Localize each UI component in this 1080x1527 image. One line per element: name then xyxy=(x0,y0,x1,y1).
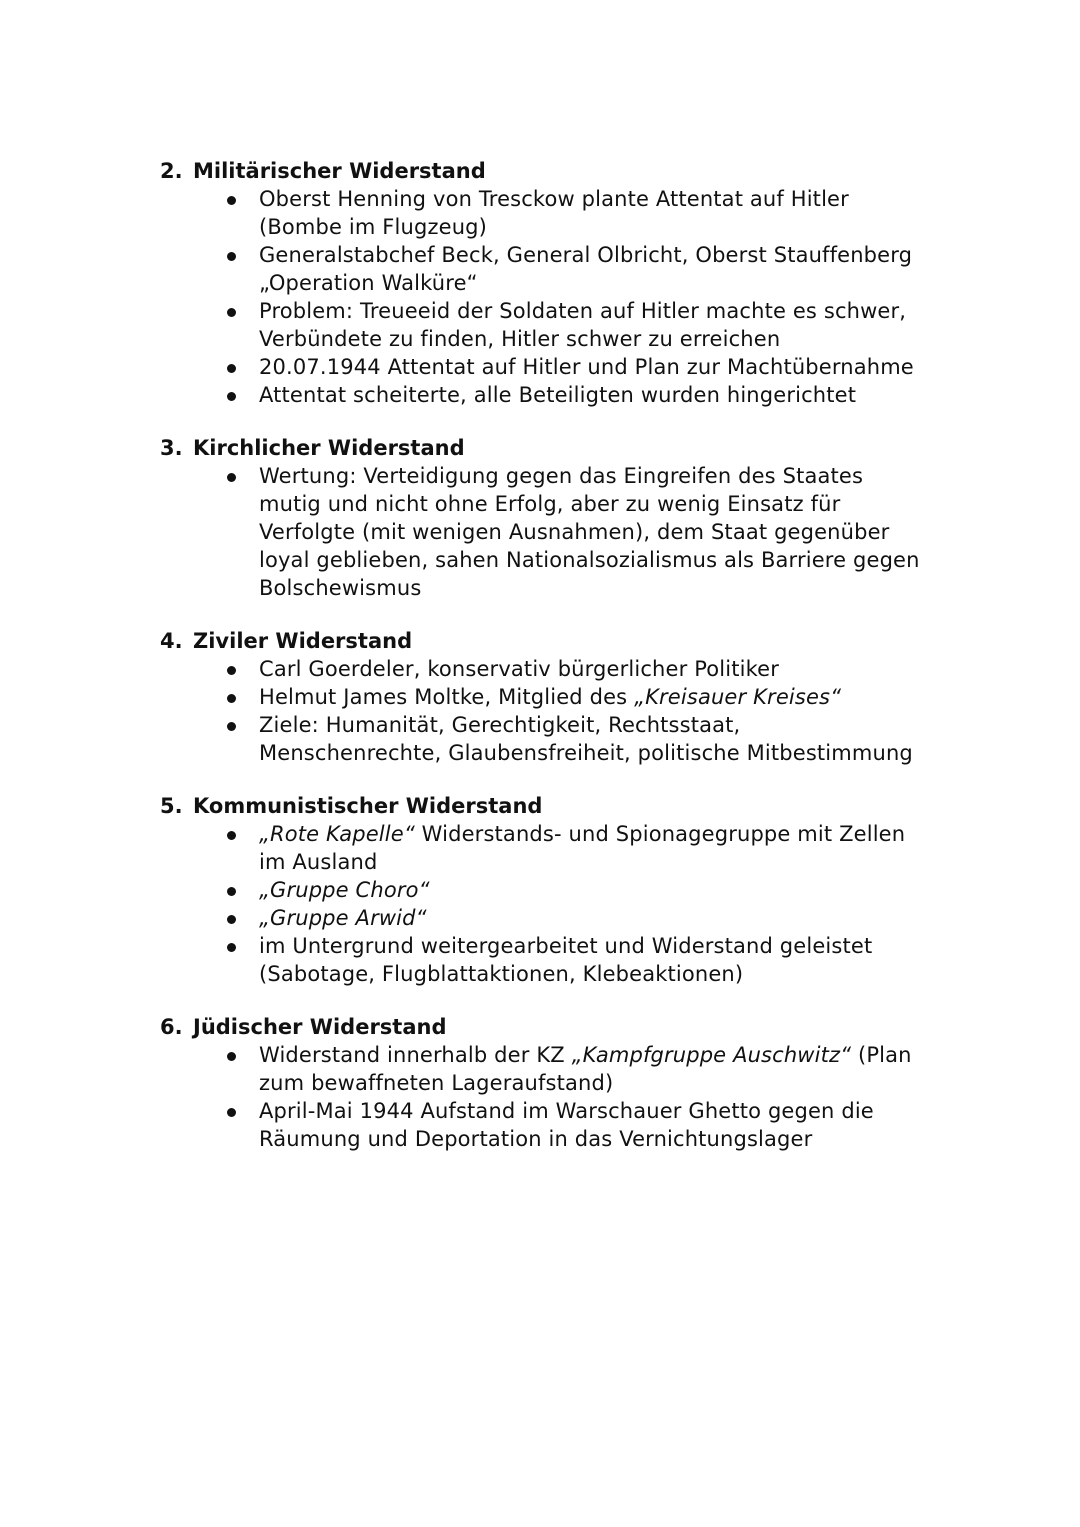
bullet-item xyxy=(0,820,929,876)
bullet-icon xyxy=(227,196,236,205)
italic-text: „Gruppe Choro“ xyxy=(259,878,430,902)
section-heading xyxy=(0,1013,1080,1041)
item-text: Ziele: Humanität, Gerechtigkeit, Rechtsstaat, Menschenrechte, Glaubensfreiheit, politische Mitbestimmung xyxy=(259,713,913,765)
section-number: 5. xyxy=(160,794,183,818)
bullet-item xyxy=(0,711,929,767)
bullet-list xyxy=(0,655,1080,767)
bullet-icon xyxy=(227,694,236,703)
bullet-item xyxy=(0,683,929,711)
bullet-icon xyxy=(227,943,236,952)
bullet-item xyxy=(0,876,929,904)
bullet-icon xyxy=(227,1052,236,1061)
section-title: Militärischer Widerstand xyxy=(193,159,486,183)
bullet-item xyxy=(0,1041,929,1097)
section-heading xyxy=(0,434,1080,462)
bullet-icon xyxy=(227,666,236,675)
item-text: Helmut James Moltke, Mitglied des xyxy=(259,685,635,709)
section-number: 4. xyxy=(160,629,183,653)
italic-text: „Kampfgruppe Auschwitz“ xyxy=(571,1043,852,1067)
item-text: Attentat scheiterte, alle Beteiligten wurden hingerichtet xyxy=(259,383,857,407)
italic-text: „Kreisauer Kreises“ xyxy=(634,685,842,709)
item-text: Widerstands- und Spionagegruppe mit Zellen im Ausland xyxy=(259,822,906,874)
bullet-item xyxy=(0,904,929,932)
section-heading xyxy=(0,627,1080,655)
section-heading xyxy=(0,157,1080,185)
section xyxy=(0,792,1080,988)
bullet-icon xyxy=(227,392,236,401)
section xyxy=(0,434,1080,602)
item-text: im Untergrund weitergearbeitet und Widerstand geleistet (Sabotage, Flugblattaktionen, Klebeaktionen) xyxy=(259,934,873,986)
item-text: Widerstand innerhalb der KZ xyxy=(259,1043,572,1067)
bullet-item xyxy=(0,932,929,988)
item-text: April-Mai 1944 Aufstand im Warschauer Ghetto gegen die Räumung und Deportation in das Vernichtungslager xyxy=(259,1099,874,1151)
bullet-item xyxy=(0,655,929,683)
italic-text: „Gruppe Arwid“ xyxy=(259,906,427,930)
item-text: Wertung: Verteidigung gegen das Eingreifen des Staates mutig und nicht ohne Erfolg, aber zu wenig Einsatz für Verfolgte (mit wenigen Ausnahmen), dem Staat gegenüber loyal geblieben, sahen Nationalsozialismus als Barriere gegen Bolschewismus xyxy=(259,464,920,600)
section-title: Kirchlicher Widerstand xyxy=(193,436,465,460)
section-title: Jüdischer Widerstand xyxy=(193,1015,447,1039)
section-number: 2. xyxy=(160,159,183,183)
bullet-list xyxy=(0,1041,1080,1153)
item-text: Carl Goerdeler, konservativ bürgerlicher Politiker xyxy=(259,657,780,681)
bullet-item xyxy=(0,462,929,602)
bullet-item xyxy=(0,1097,929,1153)
bullet-list xyxy=(0,462,1080,602)
bullet-icon xyxy=(227,722,236,731)
bullet-icon xyxy=(227,887,236,896)
section-title: Kommunistischer Widerstand xyxy=(193,794,543,818)
section-number: 3. xyxy=(160,436,183,460)
bullet-item xyxy=(0,353,929,381)
section-heading xyxy=(0,792,1080,820)
bullet-item xyxy=(0,185,929,241)
item-text: Oberst Henning von Tresckow plante Attentat auf Hitler (Bombe im Flugzeug) xyxy=(259,187,849,239)
bullet-list xyxy=(0,185,1080,409)
bullet-icon xyxy=(227,364,236,373)
item-text: 20.07.1944 Attentat auf Hitler und Plan zur Machtübernahme xyxy=(259,355,914,379)
item-text: Generalstabchef Beck, General Olbricht, Oberst Stauffenberg „Operation Walküre“ xyxy=(259,243,913,295)
bullet-icon xyxy=(227,308,236,317)
bullet-icon xyxy=(227,473,236,482)
bullet-item xyxy=(0,241,929,297)
section-number: 6. xyxy=(160,1015,183,1039)
bullet-item xyxy=(0,381,929,409)
bullet-icon xyxy=(227,831,236,840)
italic-text: „Rote Kapelle“ xyxy=(259,822,415,846)
bullet-list xyxy=(0,820,1080,988)
section xyxy=(0,157,1080,409)
section-title: Ziviler Widerstand xyxy=(193,629,413,653)
bullet-icon xyxy=(227,915,236,924)
bullet-item xyxy=(0,297,929,353)
document-page xyxy=(0,157,1080,1178)
bullet-icon xyxy=(227,1108,236,1117)
bullet-icon xyxy=(227,252,236,261)
section xyxy=(0,627,1080,767)
item-text: Problem: Treueeid der Soldaten auf Hitler machte es schwer, Verbündete zu finden, Hitler schwer zu erreichen xyxy=(259,299,907,351)
item-text: (Plan zum bewaffneten Lageraufstand) xyxy=(259,1043,912,1095)
section xyxy=(0,1013,1080,1153)
